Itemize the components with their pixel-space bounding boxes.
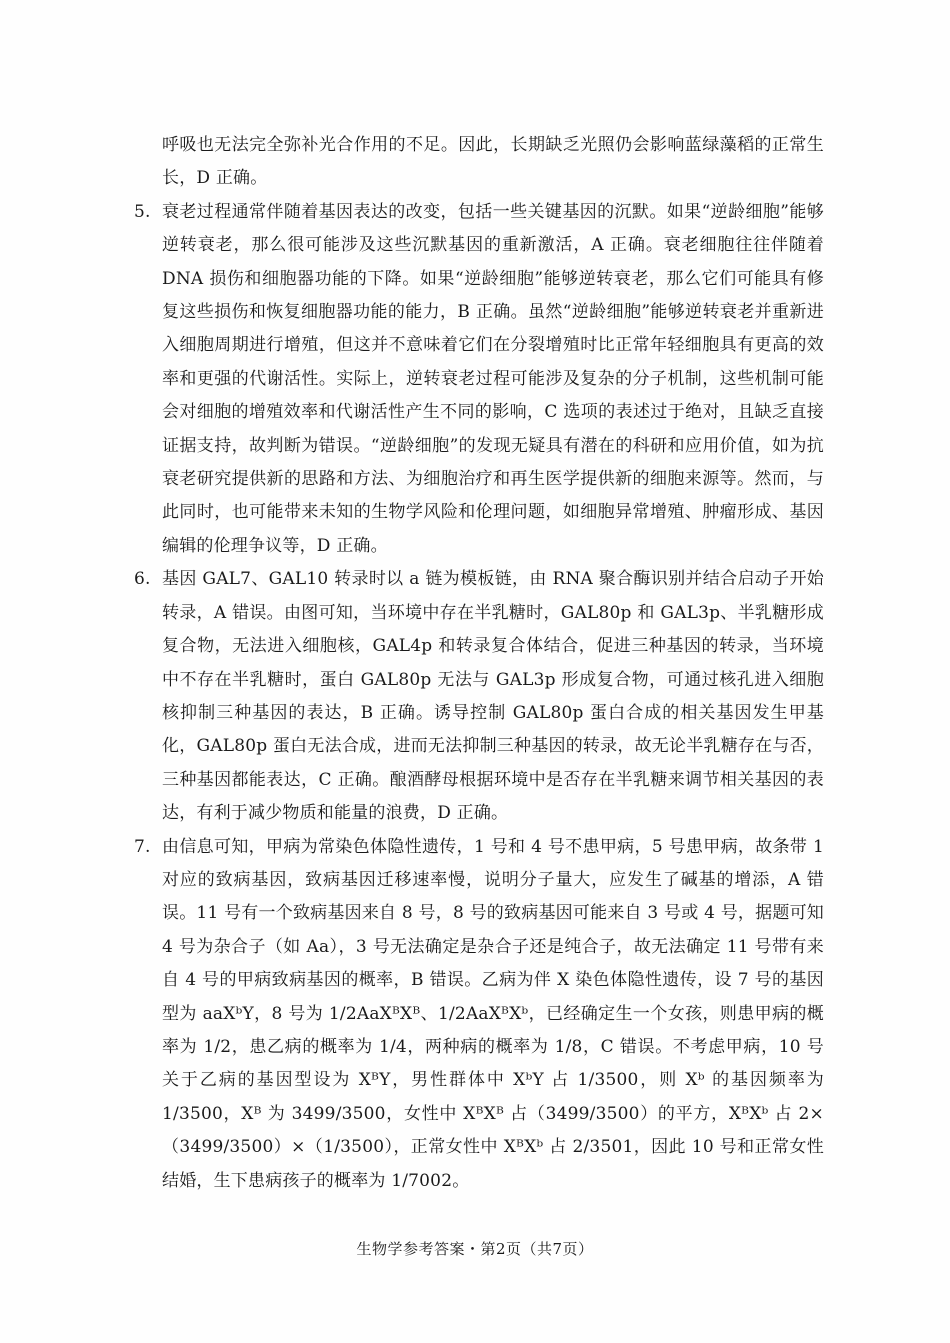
item-text: 由信息可知，甲病为常染色体隐性遗传，1 号和 4 号不患甲病，5 号患甲病，故条带 1 对应的致病基因，致病基因迁移速率慢，说明分子量大，应发生了碱基的增添，A 错误。11 号有一个致病基因来自 8 号，8 号的致病基因可能来自 3 号或 4 号，据题可知 4 号为杂合子（如 Aa），3 号无法确定是杂合子还是纯合子，故无法确定 11 号带有来自 4 号的甲病致病基因的概率，B 错误。乙病为伴 X 染色体隐性遗传，设 7 号的基因型为 aaXᵇY，8 号为 1/2AaXᴮXᴮ、1/2AaXᴮXᵇ，已经确定生一个女孩，则患甲病的概率为 1/2，患乙病的概率为 1/4，两种病的概率为 1/8，C 错误。不考虑甲病，10 号关于乙病的基因型设为 XᴮY，男性群体中 XᵇY 占 1/3500，则 Xᵇ 的基因频率为 1/3500，Xᴮ 为 3499/3500，女性中 XᴮXᴮ 占（3499/3500）的平方，XᴮXᵇ 占 2×（3499/3500）×（1/3500），正常女性中 XᴮXᵇ 占 2/3501，因此 10 号和正常女性结婚，生下患病孩子的概率为 1/7002。: [162, 836, 824, 1191]
item-number: 6.: [134, 569, 151, 590]
answer-item-6: [134, 563, 824, 830]
item-number: 7.: [134, 836, 151, 857]
answer-item-7: [134, 831, 824, 1198]
answer-content: [134, 129, 824, 1198]
item-text: 基因 GAL7、GAL10 转录时以 a 链为模板链，由 RNA 聚合酶识别并结合启动子开始转录，A 错误。由图可知，当环境中存在半乳糖时，GAL80p 和 GAL3p、半乳糖形成复合物，无法进入细胞核，GAL4p 和转录复合体结合，促进三种基因的转录，当环境中不存在半乳糖时，蛋白 GAL80p 无法与 GAL3p 形成复合物，可通过核孔进入细胞核抑制三种基因的表达，B 正确。诱导控制 GAL80p 蛋白合成的相关基因发生甲基化，GAL80p 蛋白无法合成，进而无法抑制三种基因的转录，故无论半乳糖存在与否，三种基因都能表达，C 正确。酿酒酵母根据环境中是否存在半乳糖来调节相关基因的表达，有利于减少物质和能量的浪费，D 正确。: [162, 569, 824, 824]
answer-item-5: [134, 196, 824, 563]
item-number: 5.: [134, 201, 151, 222]
continuation-paragraph: 呼吸也无法完全弥补光合作用的不足。因此，长期缺乏光照仍会影响蓝绿藻稻的正常生长，D 正确。: [162, 135, 824, 189]
item-text: 衰老过程通常伴随着基因表达的改变，包括一些关键基因的沉默。如果“逆龄细胞”能够逆转衰老，那么很可能涉及这些沉默基因的重新激活，A 正确。衰老细胞往往伴随着 DNA 损伤和细胞器功能的下降。如果“逆龄细胞”能够逆转衰老，那么它们可能具有修复这些损伤和恢复细胞器功能的能力，B 正确。虽然“逆龄细胞”能够逆转衰老并重新进入细胞周期进行增殖，但这并不意味着它们在分裂增殖时比正常年轻细胞具有更高的效率和更强的代谢活性。实际上，逆转衰老过程可能涉及复杂的分子机制，这些机制可能会对细胞的增殖效率和代谢活性产生不同的影响，C 选项的表述过于绝对，且缺乏直接证据支持，故判断为错误。“逆龄细胞”的发现无疑具有潜在的科研和应用价值，如为抗衰老研究提供新的思路和方法、为细胞治疗和再生医学提供新的细胞来源等。然而，与此同时，也可能带来未知的生物学风险和伦理问题，如细胞异常增殖、肿瘤形成、基因编辑的伦理争议等，D 正确。: [162, 201, 824, 556]
page-footer: 生物学参考答案・第2页（共7页）: [356, 1240, 594, 1258]
